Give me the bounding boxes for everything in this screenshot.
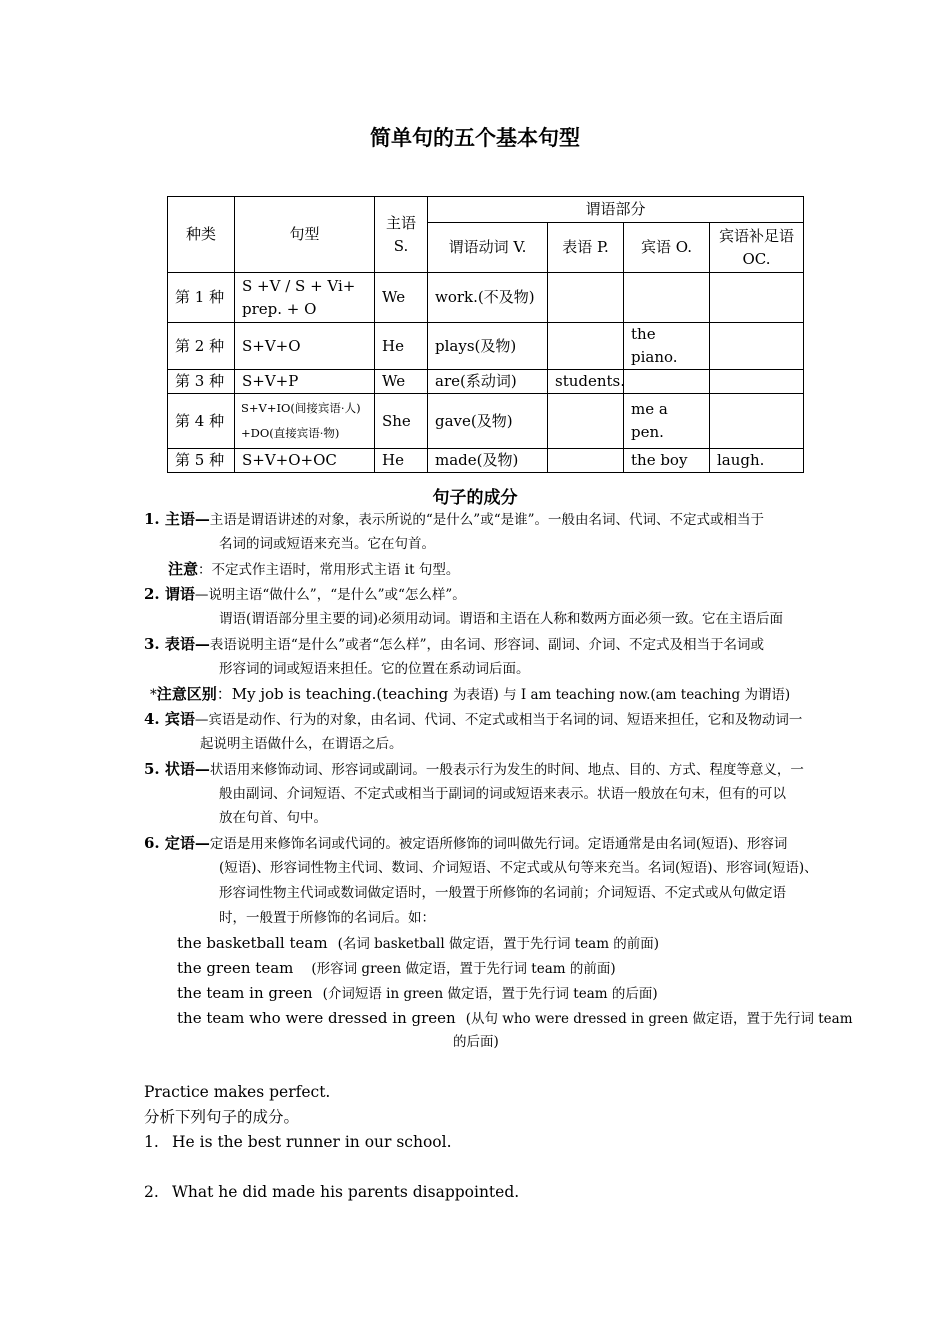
sentence-pattern-table	[167, 196, 804, 473]
cell-predicative	[548, 449, 624, 473]
cell-type: 第 3 种	[168, 370, 235, 394]
example-phrase: the team in green	[177, 984, 313, 1002]
subject-line2: 名词的词或短语来充当。它在句首。	[219, 536, 435, 552]
cell-pattern: S+V+IO(间接宾语·人) +DO(直接宾语·物)	[235, 394, 375, 449]
subject-label: 1. 主语—	[144, 510, 210, 528]
attributive-line2: (短语)、形容词性物主代词、数词、介词短语、不定式或从句等来充当。名词(短语)、形容词(短语)、	[219, 860, 818, 876]
distinction-line	[150, 682, 790, 707]
cell-complement	[710, 370, 804, 394]
header-object: 宾语 O.	[624, 223, 710, 273]
cell-complement	[710, 323, 804, 370]
cell-verb: gave(及物)	[428, 394, 548, 449]
header-verb: 谓语动词 V.	[428, 223, 548, 273]
cell-object: the boy	[624, 449, 710, 473]
list-item	[144, 1180, 519, 1205]
table-row	[168, 394, 804, 449]
distinction-text3: 为谓语)	[744, 687, 791, 703]
object-line2: 起说明主语做什么，在谓语之后。	[200, 736, 403, 752]
predicate-section	[144, 582, 466, 607]
practice-number: 1.	[144, 1133, 159, 1151]
cell-subject: She	[375, 394, 428, 449]
cell-verb: plays(及物)	[428, 323, 548, 370]
practice-sentence: What he did made his parents disappointed.	[172, 1183, 520, 1201]
example-phrase: the basketball team	[177, 934, 328, 952]
cell-predicative	[548, 273, 624, 323]
cell-predicative	[548, 394, 624, 449]
adverbial-line1: 状语用来修饰动词、形容词或副词。一般表示行为发生的时间、地点、目的、方式、程度等意义，一	[209, 762, 804, 778]
predicative-label: 3. 表语—	[144, 635, 210, 653]
object-label: 4. 宾语	[144, 710, 195, 728]
adverbial-label: 5. 状语—	[144, 760, 210, 778]
attributive-line1: 定语是用来修饰名词或代词的。被定语所修饰的词叫做先行词。定语通常是由名词(短语)、形容词	[209, 836, 788, 852]
object-line1: —宾语是动作、行为的对象，由名词、代词、不定式或相当于名词的词、短语来担任，它和及物动词一	[194, 712, 803, 728]
cell-type: 第 5 种	[168, 449, 235, 473]
cell-subject: We	[375, 370, 428, 394]
cell-pattern: S+V+O	[235, 323, 375, 370]
cell-pattern: S+V+P	[235, 370, 375, 394]
attributive-line4: 时，一般置于所修饰的名词后。如：	[219, 910, 435, 926]
table-row	[168, 323, 804, 370]
header-complement: 宾语补足语 OC.	[710, 223, 804, 273]
cell-verb: are(系动词)	[428, 370, 548, 394]
cell-type: 第 2 种	[168, 323, 235, 370]
subject-section	[144, 507, 764, 532]
cell-predicative	[548, 323, 624, 370]
adverbial-line2: 般由副词、介词短语、不定式或相当于副词的词或短语来表示。状语一般放在句末，但有的可以	[219, 786, 786, 802]
header-type: 种类	[168, 197, 235, 273]
example-item	[177, 1006, 853, 1031]
example-note: (名词 basketball 做定语，置于先行词 team 的前面)	[337, 936, 660, 952]
cell-pattern: S +V / S + Vi+ prep. + O	[235, 273, 375, 323]
practice-heading: Practice makes perfect.	[144, 1083, 331, 1101]
cell-predicative: students.	[548, 370, 624, 394]
note-line	[168, 557, 459, 582]
distinction-label: 注意区别	[156, 685, 217, 703]
example-note: (介词短语 in green 做定语，置于先行词 team 的后面)	[322, 986, 658, 1002]
cell-type: 第 1 种	[168, 273, 235, 323]
example-phrase: the green team	[177, 959, 294, 977]
predicate-label: 2. 谓语	[144, 585, 195, 603]
note-text: ：不定式作主语时，常用形式主语 it 句型。	[198, 562, 460, 578]
list-item	[144, 1130, 452, 1155]
predicate-line1: —说明主语“做什么”，“是什么”或“怎么样”。	[194, 587, 466, 603]
components-title: 句子的成分	[432, 488, 518, 508]
example-note: (从句 who were dressed in green 做定语，置于先行词 team	[465, 1011, 853, 1027]
header-predicative: 表语 P.	[548, 223, 624, 273]
predicative-line1: 表语说明主语“是什么”或者“怎么样”，由名词、形容词、副词、介词、不定式及相当于名词或	[209, 637, 764, 653]
object-section	[144, 707, 802, 732]
table-row	[168, 370, 804, 394]
predicative-section	[144, 632, 764, 657]
practice-instruction: 分析下列句子的成分。	[144, 1108, 300, 1126]
practice-sentence: He is the best runner in our school.	[172, 1133, 452, 1151]
cell-object	[624, 273, 710, 323]
example-item	[177, 956, 616, 981]
attributive-line3: 形容词性物主代词或数词做定语时，一般置于所修饰的名词前；介词短语、不定式或从句做定语	[219, 885, 786, 901]
note-label: 注意	[168, 560, 199, 578]
practice-number: 2.	[144, 1183, 159, 1201]
cell-complement: laugh.	[710, 449, 804, 473]
example-item	[177, 981, 658, 1006]
adverbial-line3: 放在句首、句中。	[219, 810, 327, 826]
attributive-section	[144, 831, 787, 856]
attributive-label: 6. 定语—	[144, 834, 210, 852]
cell-type: 第 4 种	[168, 394, 235, 449]
cell-subject: He	[375, 449, 428, 473]
predicate-line2: 谓语(谓语部分里主要的词)必须用动词。谓语和主语在人称和数两方面必须一致。它在主语后面	[219, 611, 784, 627]
distinction-star: *	[150, 687, 157, 703]
header-predicate-group: 谓语部分	[428, 197, 804, 223]
cell-object: me a pen.	[624, 394, 710, 449]
cell-subject: We	[375, 273, 428, 323]
predicative-line2: 形容词的词或短语来担任。它的位置在系动词后面。	[219, 661, 530, 677]
example-phrase: the team who were dressed in green	[177, 1009, 456, 1027]
distinction-text1: ：My job is teaching.(teaching	[216, 685, 454, 703]
cell-pattern: S+V+O+OC	[235, 449, 375, 473]
table-row	[168, 449, 804, 473]
subject-line1: 主语是谓语讲述的对象，表示所说的“是什么”或“是谁”。一般由名词、代词、不定式或相当于	[209, 512, 764, 528]
cell-subject: He	[375, 323, 428, 370]
distinction-text2: 为表语) 与 I am teaching now.(am teaching	[453, 687, 745, 703]
table-header-row	[168, 197, 804, 223]
cell-object: the piano.	[624, 323, 710, 370]
header-subject: 主语S.	[375, 197, 428, 273]
cell-verb: made(及物)	[428, 449, 548, 473]
example-item	[177, 931, 659, 956]
cell-object	[624, 370, 710, 394]
table-row	[168, 273, 804, 323]
cell-complement	[710, 394, 804, 449]
example-note-continued: 的后面)	[453, 1034, 499, 1050]
cell-verb: work.(不及物)	[428, 273, 548, 323]
header-pattern: 句型	[235, 197, 375, 273]
page-title: 简单句的五个基本句型	[370, 125, 580, 150]
cell-complement	[710, 273, 804, 323]
example-note: (形容词 green 做定语，置于先行词 team 的前面)	[311, 961, 616, 977]
adverbial-section	[144, 757, 804, 782]
